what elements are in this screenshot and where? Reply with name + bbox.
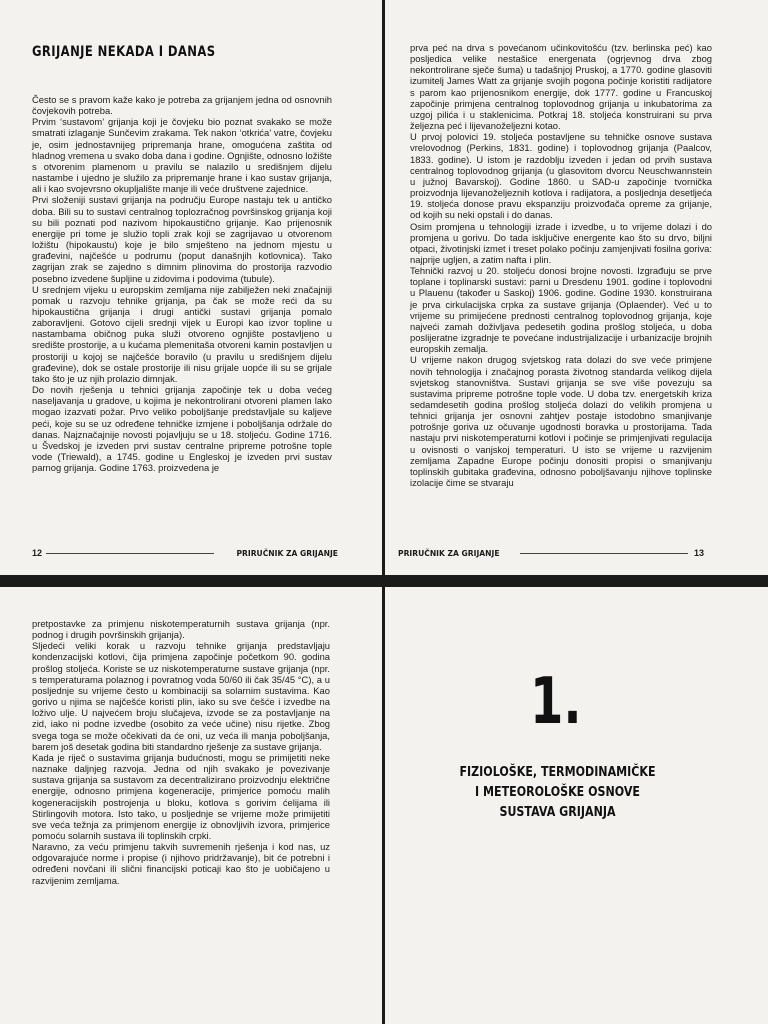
page-number: 13 bbox=[693, 548, 704, 558]
chapter-title-line: FIZIOLOŠKE, TERMODINAMIČKE bbox=[459, 764, 656, 780]
paragraph: Osim promjena u tehnologiji izrade i izvedbe, u to vrijeme dolazi i do promjena u gorivu. Do tada isključive energente kao što su drvo, biljni otpaci, životinjski izmet i treset polako počinju zamjenjivati fosilna goriva: najprije ugljen, a zatim nafta i plin. bbox=[410, 220, 712, 265]
page-12-body-text bbox=[32, 94, 332, 473]
page-number: 12 bbox=[32, 548, 43, 558]
paragraph: U prvoj polovici 19. stoljeća postavljene su tehničke osnove sustava vrelovodnog (Perkins, 1831. godine) i toplovodnog grijanja (Paalcov, 1833. godine). U istom je razdoblju izveden i jedan od prvih sustava centralnog toplovodnog grijanja (u glasovitom dvorcu Neuschwannstein u južnoj Bavarskoj). Godine 1860. u SAD-u započinje tvornička proizvodnja lijevanoželjeznih kotlova i radijatora, a posljednja desetljeća 19. stoljeća donose pravu ekspanziju proizvođača opreme za grijanje, od kojih su neki opstali i do danas. bbox=[410, 131, 712, 221]
footer-rule bbox=[520, 553, 688, 554]
page-14-body-text bbox=[32, 618, 330, 886]
page-12-footer bbox=[32, 547, 338, 559]
page-12 bbox=[0, 0, 382, 575]
paragraph: prva peć na drva s povećanom učinkovitošću (tzv. berlinska peć) kao posljedica velike nestašice energenata (ogrjevnog drva zbog nekontrolirane sječe šuma) u tadašnjoj Pruskoj, a 1770. godine glasoviti izumitelj James Watt za grijanje svojih pogona počinje koristiti radijatore s parom kao prijenosnikom energije, dok 1777. godine u Francuskoj započinje primjena centralnog toplovodnog grijanja u inkubatorima za uzgoj pilića i u staklenicima. Potkraj 18. stoljeća konstruirani su prva željezna peć i lijevanoželjezni kotao. bbox=[410, 42, 712, 132]
running-head: PRIRUČNIK ZA GRIJANJE bbox=[236, 549, 338, 558]
paragraph: Tehnički razvoj u 20. stoljeću donosi brojne novosti. Izgrađuju se prve toplane i toplinarski sustavi: parni u Dresdenu 1901. godine i toplovodni u Plauenu (također u Saskoj) 1906. godine. Godine 1930. konstruirana je prva cirkulacijska crpka za sustave grijanja (Oplaender). Već u to vrijeme su primijećene prednosti centralnog toplovodnog grijanja, koje najveći zamah doživljava pedesetih godina prošlog stoljeća, u doba poslijeratne izgradnje te povećane industrijalizacije i urbanizacije brojnih europskih zemalja. bbox=[410, 265, 712, 355]
chapter-title-line: SUSTAVA GRIJANJA bbox=[499, 804, 616, 820]
chapter-title bbox=[441, 762, 675, 822]
chapter-number: 1. bbox=[530, 665, 582, 739]
paragraph: U srednjem vijeku u europskim zemljama nije zabilježen neki značajniji pomak u razvoju tehnike grijanja, pa čak se može reći da su hipokaustična grijanja i drugi antički sustavi grijanja pomalo zaboravljeni. Gotovo cijeli srednji vijek u Europi kao izvor topline u nastambama običnog puka služi otvoreno ognjište postavljeno u središte prostorije, a u kućama plemenitaša otvoreni kamin postavljen u prostoriji u kojoj se najčešće boravilo (u pravilu u središnjem dijelu građevine), dok se ostale prostorije ili nisu grijale uopće ili su se grijale tako što je uz njih prolazio dimnjak. bbox=[32, 283, 332, 384]
chapter-title-line: I METEOROLOŠKE OSNOVE bbox=[475, 784, 640, 800]
paragraph: U vrijeme nakon drugog svjetskog rata dolazi do sve veće primjene novih tehnologija i značajnog porasta životnog standarda velikog dijela svjetskog stanovništva. Sustavi grijanja se sve više povezuju sa sustavima pripreme potrošne tople vode. U doba tzv. energetskih kriza sedamdesetih godina prošlog stoljeća dolazi do velikih promjena u tehnici grijanja jer osnovni zahtjev postaje istodobno smanjivanje potrošnje goriva uz očuvanje ugodnosti boravka u prostorijama. Tada nastaju prvi niskotemperaturni kotlovi i počinje se primjenjivati regulacija u ovisnosti o vanjskoj temperaturi. U isto se vrijeme u razvijenim zemljama Zapadne Europe počinju donositi propisi o smanjivanju toplinskih gubitaka građevina, odnosno poboljšavanju njihove toplinske izolacije čime se stvaraju bbox=[410, 354, 712, 489]
paragraph: Prvi složeniji sustavi grijanja na području Europe nastaju tek u antičko doba. Bili su to sustavi centralnog toplozračnog površinskog grijanja koji su bili poznati pod nazivom hipokaustično grijanje. Kao prijenosnik energije pri tome je služio topli zrak koji se zagrijavao u otvorenom ložištu (hipokaustu) koje je bilo smješteno na jednom mjestu u građevini, najčešće u podrumu (poput današnjih kotlovnica). Tako zagrijan zrak se zajedno s dimnim plinovima do prostorija razvodio posebno izvedene šupljine u zidovima i podovima (tubule). bbox=[32, 194, 332, 284]
page-13 bbox=[385, 0, 768, 575]
paragraph: Prvim ‘sustavom’ grijanja koji je čovjeku bio poznat svakako se može smatrati izlaganje Sunčevim zrakama. Tek nakon ‘otkrića’ vatre, čovjeku je, osim jednostavnijeg pripremanja hrane, omogućena zaštita od hladnog vremena u svako doba dana i godine. Ognjište, odnosno ložište s otvorenim plamenom u pravilu se nalazilo u središnjem dijelu nastambe i ujedno je služilo za pripremanje hrane i kao sustav grijanja, ali i kao svojevrsno okupljalište manje ili veće društvene zajednice. bbox=[32, 116, 332, 195]
paragraph: pretpostavke za primjenu niskotemperaturnih sustava grijanja (npr. podnog i drugih površinskih grijanja). bbox=[32, 618, 330, 641]
paragraph: Do novih rješenja u tehnici grijanja započinje tek u doba većeg naseljavanja u gradove, u kojima je nekontrolirani otvoreni plamen lako mogao izazvati požar. Prvo veliko poboljšanje predstavljale su kaljeve peći, koje su se uz određene tehničke izmjene i poboljšanja održale do danas. Najznačajnije novosti pojavljuju se u 18. stoljeću. Godine 1716. u Švedskoj je izveden prvi sustav centralne pripreme potrošne tople vode (Triewald), a 1745. godine u Engleskoj je izveden prvi sustav parnog grijanja. Godine 1763. proizvedena je bbox=[32, 384, 332, 474]
page-14 bbox=[0, 587, 382, 1024]
paragraph: Naravno, za veću primjenu takvih suvremenih rješenja i kod nas, uz odgovarajuće norme i propise (i njihovo pridržavanje), bit će potrebni i određeni novčani ili slični financijski poticaji kao što je uobičajeno u razvijenim zemljama. bbox=[32, 841, 330, 886]
section-title: GRIJANJE NEKADA I DANAS bbox=[32, 44, 216, 60]
running-head: PRIRUČNIK ZA GRIJANJE bbox=[398, 549, 500, 558]
page-13-body-text bbox=[410, 42, 712, 488]
paragraph: Često se s pravom kaže kako je potreba za grijanjem jedna od osnovnih čovjekovih potreba. bbox=[32, 94, 332, 117]
paragraph: Kada je riječ o sustavima grijanja budućnosti, mogu se primijetiti neke naznake daljnjeg razvoja. Jedna od njih svakako je povezivanje sustava grijanja sa sustavom za decentralizirano proizvodnju električne energije, odnosno primjena kogeneracije, primjerice pomoću malih kogeneracijskih postrojenja u bloku, kotlova s gorivim ćelijama ili Stirlingovih motora. Isto tako, u posljednje se vrijeme može primijetiti sve veća težnja za primjenom energije iz obnovljivih izvora, primjerice pomoću solarnih sustava ili toplinskih crpki. bbox=[32, 751, 330, 841]
page-15-chapter-opener bbox=[385, 587, 768, 1024]
paragraph: Sljedeći veliki korak u razvoju tehnike grijanja predstavljaju kondenzacijski kotlovi, čija primjena započinje početkom 90. godina prošlog stoljeća. Koriste se uz niskotemperaturne sustave grijanja (npr. s temperaturama polaznog i povratnog voda 50/60 ili čak 35/45 °C), a u posljednje su vrijeme često u kombinaciji sa solarnim sustavima. Kao gorivo u njima se najčešće koristi plin, iako su sve češće i izvedbe na loživo ulje. U najvećem broju slučajeva, izvode se za postavljanje na zid, iako ni podne izvedbe (osobito za veće učine) nisu rijetke. Zbog svega toga se može očekivati da će oni, uz veća ili manja poboljšanja, barem još desetak godina biti standardno rješenje za sustave grijanja. bbox=[32, 640, 330, 752]
page-13-footer bbox=[398, 547, 704, 559]
footer-rule bbox=[46, 553, 214, 554]
